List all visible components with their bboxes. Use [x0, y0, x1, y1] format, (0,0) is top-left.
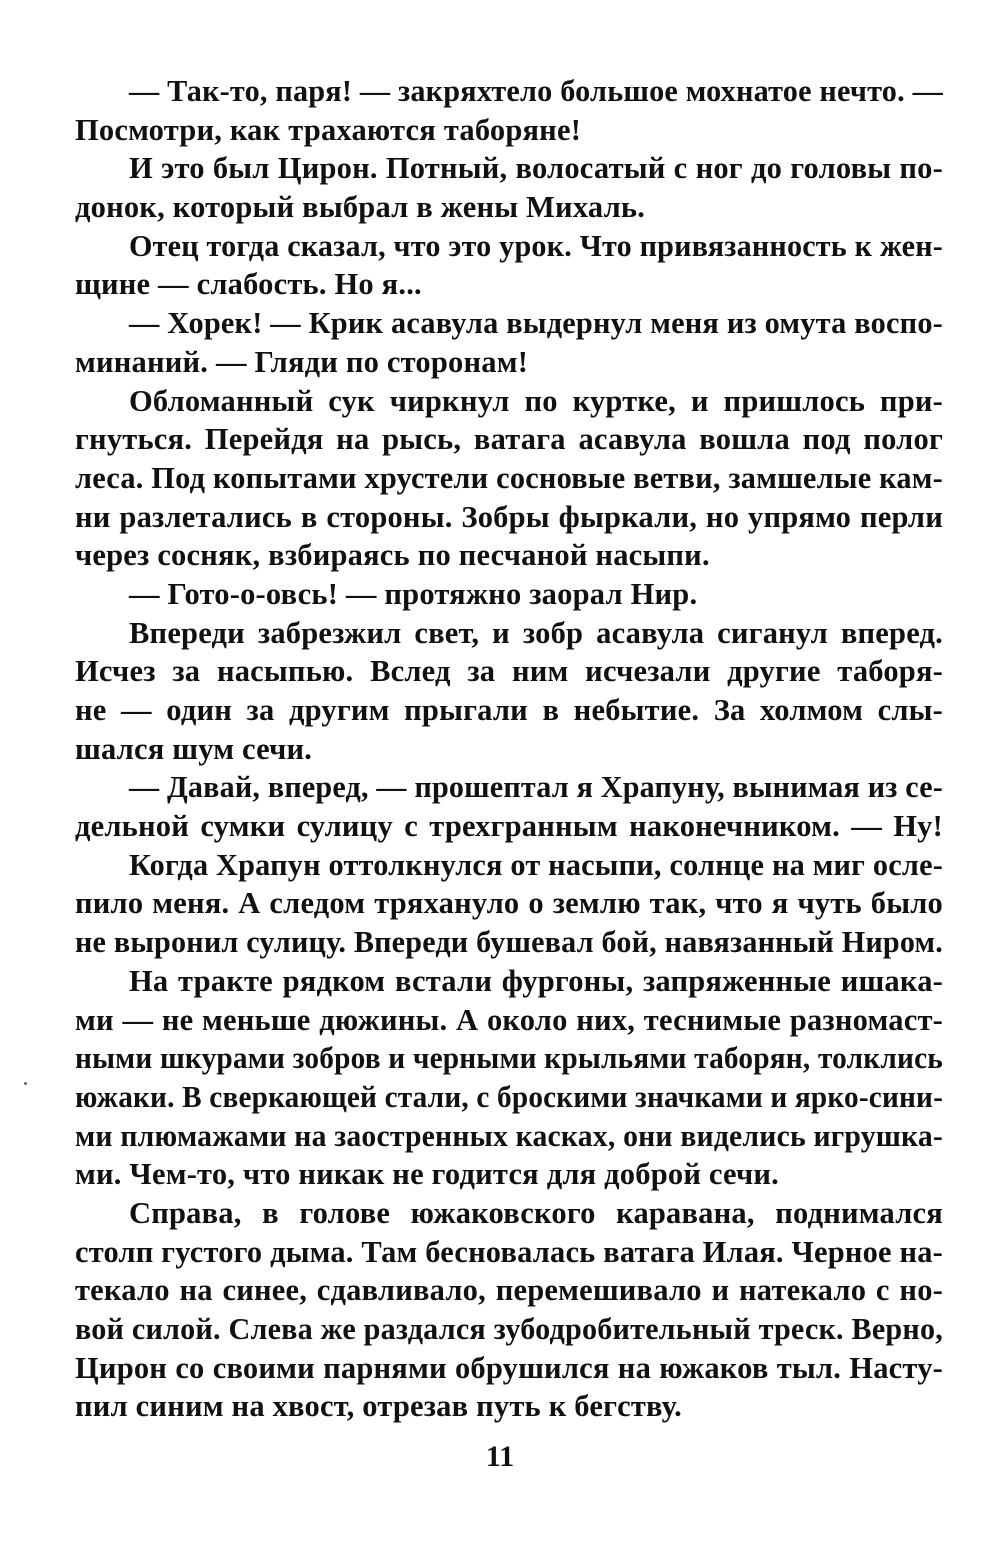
- text-line: текало на синее, сдавливало, перемешивало и натекало с но-: [75, 1273, 943, 1308]
- text-line: Отец тогда сказал, что это урок. Что привязанность к жен-: [129, 228, 943, 263]
- text-line: ми. Чем-то, что никак не годится для доброй сечи.: [75, 1157, 780, 1192]
- text-line: не выронил сулицу. Впереди бушевал бой, навязанный Ниром.: [75, 925, 943, 960]
- text-line: пило меня. А следом тряхануло о землю так, что я чуть было: [75, 886, 943, 921]
- text-line: Когда Храпун оттолкнулся от насыпи, солнце на миг осле-: [129, 847, 943, 882]
- text-line: ными шкурами зобров и черными крыльями таборян, толклись: [75, 1041, 943, 1076]
- text-line: И это был Цирон. Потный, волосатый с ног до головы по-: [129, 151, 943, 186]
- text-line: — Так-то, паря! — закряхтело большое мохнатое нечто. —: [129, 74, 943, 108]
- text-line: щине — слабость. Но я...: [75, 267, 422, 302]
- text-line: южаки. В сверкающей стали, с броскими значками и ярко-сини-: [75, 1079, 943, 1114]
- text-line: ми плюмажами на заостренных касках, они виделись игрушка-: [75, 1118, 943, 1153]
- page-number: 11: [485, 1440, 515, 1473]
- text-line: минаний. — Гляди по сторонам!: [75, 344, 529, 379]
- text-line: гнуться. Перейдя на рысь, ватага асавула вошла под полог: [75, 422, 943, 457]
- text-line: вой силой. Слева же раздался зубодробительный треск. Верно,: [75, 1312, 943, 1346]
- text-line: пил синим на хвост, отрезав путь к бегству.: [75, 1389, 682, 1424]
- text-line: донок, который выбрал в жены Михаль.: [75, 190, 646, 225]
- body-text: [75, 72, 943, 1426]
- text-line: шался шум сечи.: [75, 731, 313, 766]
- text-line: столп густого дыма. Там бесновалась ватага Илая. Черное на-: [75, 1234, 943, 1269]
- text-line: Обломанный сук чиркнул по куртке, и пришлось при-: [129, 383, 943, 418]
- text-line: — Хорек! — Крик асавула выдернул меня из омута воспо-: [129, 306, 943, 341]
- text-line: через сосняк, взбираясь по песчаной насыпи.: [75, 538, 710, 573]
- text-line: — Давай, вперед, — прошептал я Храпуну, вынимая из се-: [129, 770, 943, 805]
- text-line: не — один за другим прыгали в небытие. За холмом слы-: [75, 693, 943, 727]
- text-line: Исчез за насыпью. Вслед за ним исчезали другие таборя-: [75, 654, 943, 689]
- text-line: ни разлетались в стороны. Зобры фыркали, но упрямо перли: [75, 499, 943, 534]
- text-line: Впереди забрезжил свет, и зобр асавула сиганул вперед.: [129, 615, 943, 650]
- text-line: дельной сумки сулицу с трехгранным наконечником. — Ну!: [75, 809, 943, 844]
- text-line: Посмотри, как трахаются таборяне!: [75, 112, 582, 147]
- text-line: — Гото-о-овсь! — протяжно заорал Нир.: [129, 576, 698, 611]
- text-line: На тракте рядком встали фургоны, запряженные ишака-: [129, 963, 943, 998]
- text-line: Цирон со своими парнями обрушился на южаков тыл. Насту-: [75, 1350, 943, 1385]
- text-line: леса. Под копытами хрустели сосновые ветви, замшелые кам-: [75, 460, 943, 495]
- text-line: Справа, в голове южаковского каравана, поднимался: [129, 1195, 943, 1230]
- text-line: ми — не меньше дюжины. А около них, теснимые разномаст-: [75, 1002, 943, 1037]
- scan-speck: [24, 1082, 27, 1085]
